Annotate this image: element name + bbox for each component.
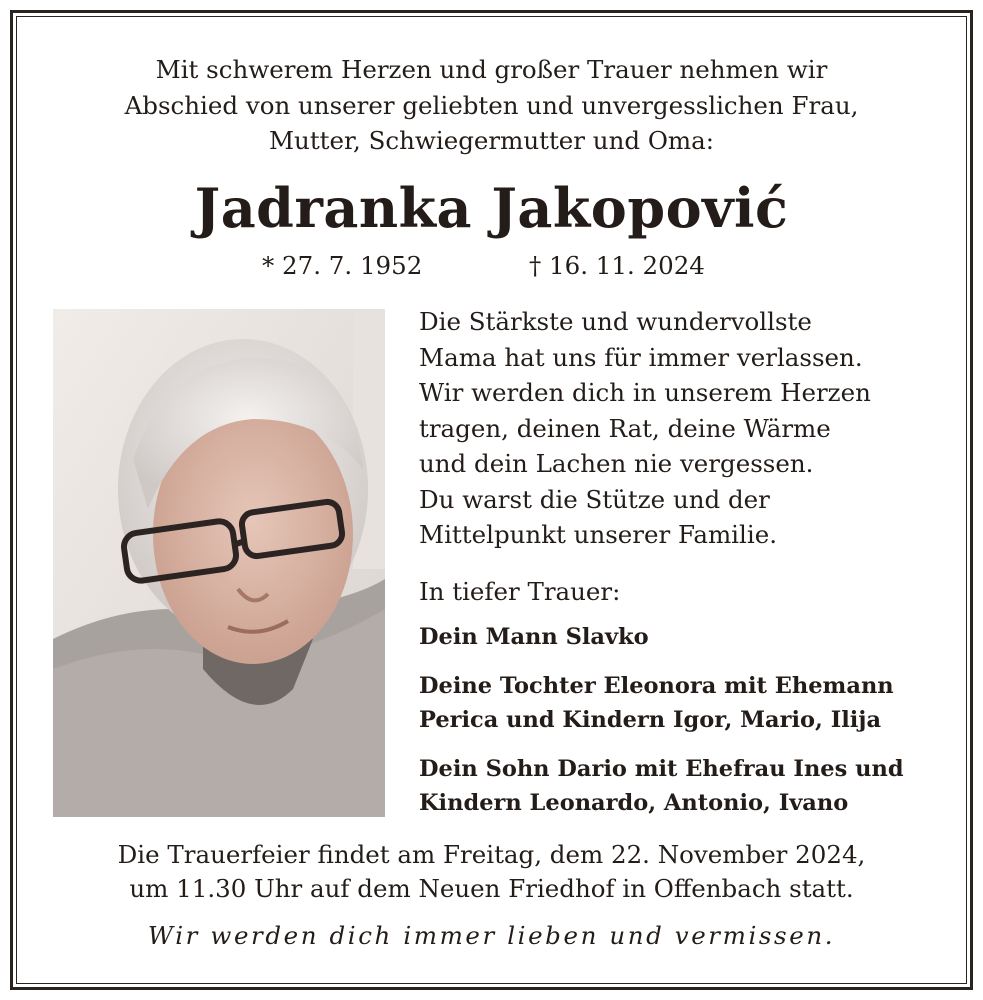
family-line: Dein Mann Slavko xyxy=(419,624,649,650)
family-line: Dein Sohn Dario mit Ehefrau Ines und xyxy=(419,756,904,782)
family-entry-daughter xyxy=(419,669,964,737)
intro-line: Mutter, Schwiegermutter und Oma: xyxy=(268,126,715,155)
tribute-text xyxy=(419,304,959,553)
death-date: † 16. 11. 2024 xyxy=(529,251,705,280)
family-line: Deine Tochter Eleonora mit Ehemann xyxy=(419,673,894,699)
deceased-name: Jadranka Jakopović xyxy=(194,176,789,240)
family-line: Perica und Kindern Igor, Mario, Ilija xyxy=(419,707,882,733)
service-line: um 11.30 Uhr auf dem Neuen Friedhof in Offenbach statt. xyxy=(129,874,854,903)
closing-line: Wir werden dich immer lieben und vermissen. xyxy=(147,921,836,950)
tribute-line: Mittelpunkt unserer Familie. xyxy=(419,520,777,549)
tribute-line: und dein Lachen nie vergessen. xyxy=(419,449,814,478)
tribute-line: tragen, deinen Rat, deine Wärme xyxy=(419,413,831,443)
portrait-photo xyxy=(53,309,385,817)
family-entry-son xyxy=(419,752,964,820)
tribute-line: Du warst die Stütze und der xyxy=(419,484,770,514)
tribute-line: Mama hat uns für immer verlassen. xyxy=(419,342,863,372)
mourning-label: In tiefer Trauer: xyxy=(419,577,621,606)
birth-date: * 27. 7. 1952 xyxy=(262,251,423,280)
service-line: Die Trauerfeier findet am Freitag, dem 22. November 2024, xyxy=(117,840,866,869)
intro-line: Mit schwerem Herzen und großer Trauer nehmen wir xyxy=(155,55,828,84)
intro-line: Abschied von unserer geliebten und unvergesslichen Frau, xyxy=(124,90,859,120)
family-entry-husband xyxy=(419,620,964,654)
intro-text xyxy=(40,52,943,159)
family-line: Kindern Leonardo, Antonio, Ivano xyxy=(419,790,849,816)
service-info xyxy=(40,838,943,906)
tribute-line: Die Stärkste und wundervollste xyxy=(419,307,812,336)
tribute-line: Wir werden dich in unserem Herzen xyxy=(419,378,871,407)
